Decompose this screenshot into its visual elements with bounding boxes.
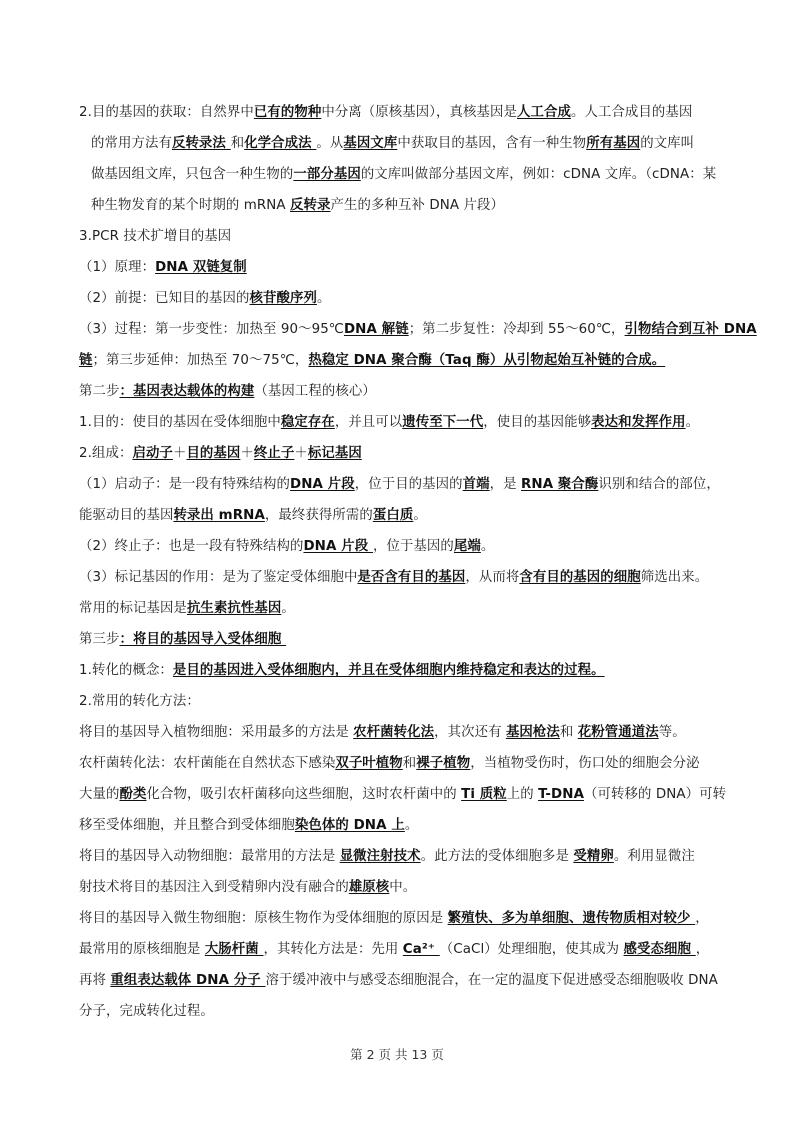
text-segment: 分子，完成转化过程。 bbox=[79, 1004, 214, 1019]
text-segment: （可转移的 DNA）可转 bbox=[584, 787, 727, 802]
keyword-underlined: Ti 质粒 bbox=[461, 787, 507, 802]
keyword-underlined: 首端 bbox=[462, 477, 490, 492]
keyword-underlined: 感受态细胞 bbox=[623, 942, 696, 957]
text-segment: 。 bbox=[413, 508, 427, 523]
text-segment: 2.目的基因的获取：自然界中 bbox=[79, 105, 254, 120]
text-line bbox=[79, 693, 200, 711]
text-segment: 农杆菌转化法：农杆菌能在自然状态下感染 bbox=[79, 756, 336, 771]
text-segment: 等。 bbox=[658, 725, 686, 740]
keyword-underlined: 反转录法 bbox=[171, 136, 231, 151]
text-segment: （1）原理： bbox=[79, 260, 156, 275]
text-segment: 的常用方法有 bbox=[91, 136, 172, 151]
text-segment: 能驱动目的基因 bbox=[79, 508, 174, 523]
text-segment: 第二步 bbox=[79, 384, 120, 399]
keyword-underlined: Ca²⁺ bbox=[402, 942, 440, 957]
keyword-underlined: DNA 双链复制 bbox=[155, 260, 247, 275]
text-line bbox=[79, 321, 757, 339]
keyword-underlined: 反转录 bbox=[290, 198, 331, 213]
text-segment: ，当植物受伤时，伤口处的细胞会分泌 bbox=[470, 756, 700, 771]
text-segment: 再将 bbox=[79, 973, 111, 988]
text-segment: 中。 bbox=[389, 880, 417, 895]
keyword-underlined: 人工合成 bbox=[517, 105, 571, 120]
text-line bbox=[91, 135, 694, 153]
text-line bbox=[79, 786, 726, 804]
text-segment: 。 bbox=[404, 818, 419, 833]
keyword-underlined: 已有的物种 bbox=[253, 105, 322, 120]
text-line bbox=[79, 476, 720, 494]
text-line bbox=[79, 445, 362, 463]
text-segment: （3）标记基因的作用：是为了鉴定受体细胞中 bbox=[79, 570, 358, 585]
text-line bbox=[79, 631, 286, 649]
text-line bbox=[79, 817, 418, 835]
keyword-underlined: 基因枪法 bbox=[505, 725, 560, 740]
text-segment: 。此方法的受体细胞多是 bbox=[420, 849, 574, 864]
text-segment: 第三步 bbox=[79, 632, 120, 647]
keyword-underlined: DNA 片段 bbox=[289, 477, 355, 492]
text-line bbox=[79, 724, 686, 742]
text-segment: ，其转化方法是：先用 bbox=[263, 942, 403, 957]
text-segment: （CaCl）处理细胞，使其成为 bbox=[439, 942, 624, 957]
keyword-underlined: 大肠杆菌 bbox=[204, 942, 264, 957]
text-segment: （1）启动子：是一段有特殊结构的 bbox=[79, 477, 290, 492]
text-segment: 。利用显微注 bbox=[613, 849, 695, 864]
keyword-underlined: 一部分基因 bbox=[293, 167, 361, 182]
keyword-underlined: 表达和发挥作用 bbox=[591, 415, 686, 430]
keyword-underlined: DNA 片段 bbox=[303, 539, 373, 554]
text-segment: 识别和结合的部位， bbox=[598, 477, 720, 492]
text-segment: 和 bbox=[559, 725, 578, 740]
keyword-underlined: 花粉管通道法 bbox=[577, 725, 659, 740]
text-line bbox=[79, 941, 709, 959]
keyword-underlined: 尾端 bbox=[453, 539, 481, 554]
keyword-underlined: 染色体的 DNA 上 bbox=[294, 818, 405, 833]
keyword-underlined: 核苷酸序列 bbox=[249, 291, 317, 306]
text-segment: 。 bbox=[480, 539, 495, 554]
text-segment: 做基因组文库，只包含一种生物的 bbox=[91, 167, 294, 182]
text-segment: 将目的基因导入动物细胞：最常用的方法是 bbox=[79, 849, 340, 864]
text-segment: ，位于目的基因的 bbox=[354, 477, 463, 492]
keyword-underlined: ：基因表达载体的构建 bbox=[119, 384, 255, 399]
keyword-underlined: 重组表达载体 DNA 分子 bbox=[110, 973, 266, 988]
keyword-underlined: 是目的基因进入受体细胞内，并且在受体细胞内维持稳定和表达的过程。 bbox=[172, 663, 605, 678]
text-segment: 2.常用的转化方法： bbox=[79, 694, 200, 709]
text-segment: ， bbox=[695, 911, 709, 926]
text-segment: （2）终止子：也是一段有特殊结构的 bbox=[79, 539, 304, 554]
keyword-underlined: 雄原核 bbox=[348, 880, 390, 895]
keyword-underlined: 稳定存在 bbox=[280, 415, 335, 430]
text-segment: ＋ bbox=[240, 446, 254, 461]
keyword-underlined: DNA 解链 bbox=[343, 322, 409, 337]
keyword-underlined: 标记基因 bbox=[307, 446, 362, 461]
keyword-underlined: 农杆菌转化法 bbox=[353, 725, 435, 740]
keyword-underlined: 繁殖快、多为单细胞、遗传物质相对较少 bbox=[447, 911, 696, 926]
keyword-underlined: 链 bbox=[79, 353, 93, 368]
text-segment: 筛选出来。 bbox=[640, 570, 709, 585]
text-line bbox=[91, 166, 716, 184]
text-segment: ；第三步延伸：加热至 70～75℃， bbox=[92, 353, 309, 368]
text-line bbox=[79, 290, 330, 308]
text-segment: 常用的标记基因是 bbox=[79, 601, 187, 616]
text-segment: 产生的多种互补 DNA 片段） bbox=[330, 198, 504, 213]
text-line bbox=[79, 259, 247, 277]
text-segment: 种生物发育的某个时期的 mRNA bbox=[91, 198, 291, 213]
text-line bbox=[79, 972, 718, 990]
keyword-underlined: 蛋白质 bbox=[372, 508, 414, 523]
page-number-text: 第 2 页 共 13 页 bbox=[350, 1047, 444, 1062]
text-segment: 。 bbox=[316, 291, 331, 306]
keyword-underlined: 化学合成法 bbox=[244, 136, 317, 151]
text-segment: （2）前提：已知目的基因的 bbox=[79, 291, 250, 306]
text-line bbox=[79, 104, 692, 122]
text-line bbox=[79, 414, 699, 432]
text-segment: ，最终获得所需的 bbox=[264, 508, 373, 523]
text-line bbox=[79, 352, 665, 370]
text-segment: 大量的 bbox=[79, 787, 120, 802]
text-line bbox=[79, 228, 231, 246]
text-line bbox=[79, 569, 708, 587]
keyword-underlined: 引物结合到互补 DNA bbox=[624, 322, 757, 337]
text-segment: 的文库叫 bbox=[640, 136, 695, 151]
text-segment: 1.目的：使目的基因在受体细胞中 bbox=[79, 415, 281, 430]
keyword-underlined: 抗生素抗性基因 bbox=[186, 601, 282, 616]
keyword-underlined: 酚类 bbox=[119, 787, 147, 802]
text-segment: 的文库叫做部分基因文库，例如：cDNA 文库。（cDNA：某 bbox=[360, 167, 717, 182]
text-line bbox=[79, 755, 700, 773]
text-line bbox=[79, 507, 427, 525]
text-segment: 。 bbox=[685, 415, 700, 430]
text-segment: ，并且可以 bbox=[334, 415, 403, 430]
text-line bbox=[91, 197, 504, 215]
text-line bbox=[79, 879, 416, 897]
text-line bbox=[79, 538, 494, 556]
text-line bbox=[79, 600, 295, 618]
text-segment: ， bbox=[695, 942, 710, 957]
keyword-underlined: RNA 聚合酶 bbox=[520, 477, 599, 492]
text-segment: 1.转化的概念： bbox=[79, 663, 173, 678]
text-segment: 和 bbox=[402, 756, 417, 771]
keyword-underlined: 双子叶植物 bbox=[335, 756, 403, 771]
keyword-underlined: 转录出 mRNA bbox=[173, 508, 265, 523]
text-segment: 3.PCR 技术扩增目的基因 bbox=[79, 229, 232, 244]
keyword-underlined: 热稳定 DNA 聚合酶（Taq 酶）从引物起始互补链的合成。 bbox=[308, 353, 666, 368]
text-line bbox=[79, 383, 376, 401]
text-segment: 移至受体细胞，并且整合到受体细胞 bbox=[79, 818, 295, 833]
text-segment: ，位于基因的 bbox=[372, 539, 454, 554]
keyword-underlined: 裸子植物 bbox=[416, 756, 471, 771]
text-segment: 射技术将目的基因注入到受精卵内没有融合的 bbox=[79, 880, 349, 895]
text-segment: 和 bbox=[230, 136, 245, 151]
keyword-underlined: ：将目的基因导入受体细胞 bbox=[119, 632, 287, 647]
keyword-underlined: 含有目的基因的细胞 bbox=[519, 570, 641, 585]
text-segment: 。 bbox=[281, 601, 295, 616]
text-line bbox=[79, 848, 695, 866]
text-segment: 中分离（原核基因），真核基因是 bbox=[321, 105, 517, 120]
keyword-underlined: T-DNA bbox=[538, 787, 585, 802]
text-segment: （基因工程的核心） bbox=[254, 384, 376, 399]
keyword-underlined: 显微注射技术 bbox=[339, 849, 421, 864]
keyword-underlined: 遗传至下一代 bbox=[402, 415, 484, 430]
text-segment: ＋ bbox=[172, 446, 187, 461]
keyword-underlined: 所有基因 bbox=[586, 136, 641, 151]
keyword-underlined: 终止子 bbox=[253, 446, 295, 461]
text-segment: 中获取目的基因，含有一种生物 bbox=[397, 136, 587, 151]
text-segment: 上的 bbox=[506, 787, 539, 802]
keyword-underlined: 目的基因 bbox=[186, 446, 241, 461]
text-segment: ，从而将 bbox=[465, 570, 520, 585]
text-segment: ；第二步复性：冷却到 55～60℃， bbox=[408, 322, 625, 337]
text-segment: 溶于缓冲液中与感受态细胞混合，在一定的温度下促进感受态细胞吸收 DNA bbox=[265, 973, 718, 988]
text-segment: ，是 bbox=[489, 477, 521, 492]
keyword-underlined: 受精卵 bbox=[573, 849, 614, 864]
text-segment: 将目的基因导入植物细胞：采用最多的方法是 bbox=[79, 725, 354, 740]
text-segment: 最常用的原核细胞是 bbox=[79, 942, 205, 957]
text-segment: 化合物，吸引农杆菌移向这些细胞，这时农杆菌中的 bbox=[146, 787, 462, 802]
text-line bbox=[79, 662, 605, 680]
keyword-underlined: 基因文库 bbox=[343, 136, 398, 151]
text-segment: 。人工合成目的基因 bbox=[570, 105, 693, 120]
text-segment: ＋ bbox=[294, 446, 308, 461]
keyword-underlined: 是否含有目的基因 bbox=[357, 570, 466, 585]
keyword-underlined: 启动子 bbox=[132, 446, 173, 461]
page-footer bbox=[0, 1045, 794, 1063]
text-segment: ，使目的基因能够 bbox=[483, 415, 592, 430]
text-segment: 2.组成： bbox=[79, 446, 133, 461]
text-line bbox=[79, 910, 709, 928]
text-segment: 。从 bbox=[316, 136, 344, 151]
text-segment: ，其次还有 bbox=[434, 725, 506, 740]
text-segment: （3）过程：第一步变性：加热至 90～95℃ bbox=[79, 322, 344, 337]
text-line bbox=[79, 1003, 214, 1021]
text-segment: 将目的基因导入微生物细胞：原核生物作为受体细胞的原因是 bbox=[79, 911, 448, 926]
